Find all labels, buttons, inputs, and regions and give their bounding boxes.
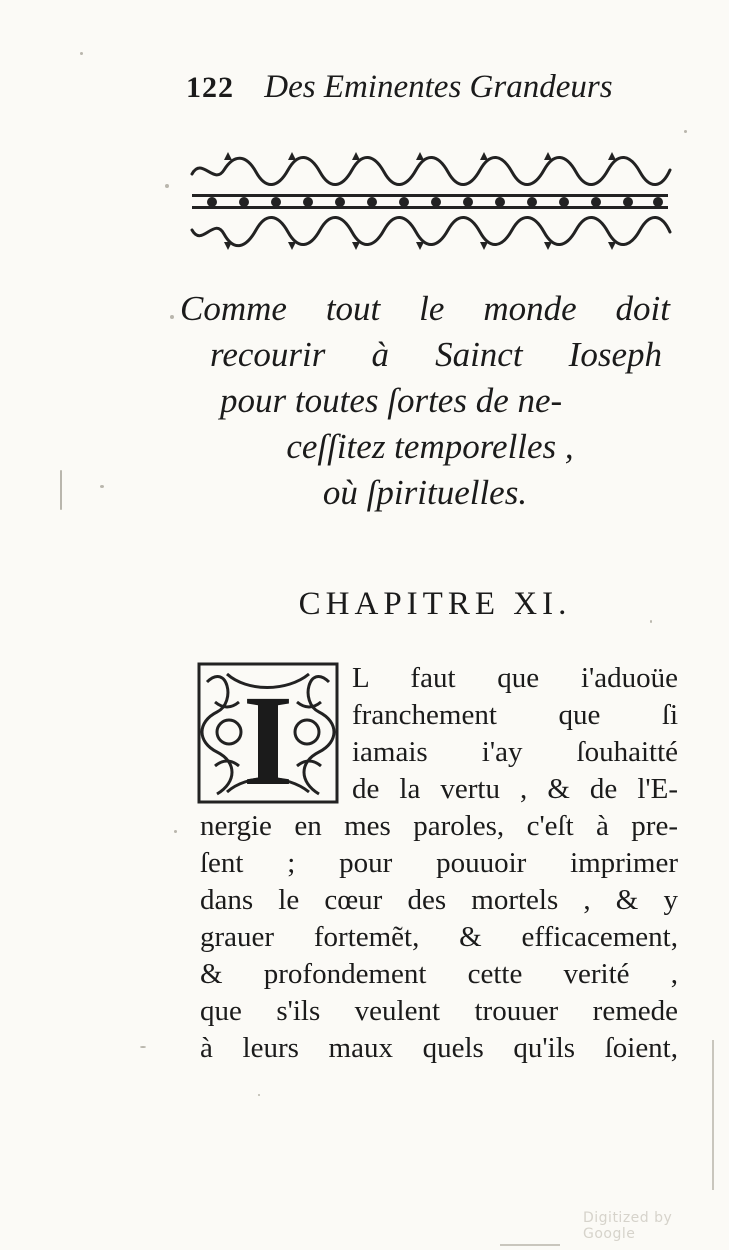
decorative-headpiece xyxy=(188,150,672,252)
running-title: Des Eminentes Grandeurs xyxy=(264,69,613,105)
text-line: iamais i'ay ſouhaitté xyxy=(352,736,678,768)
chapter-heading: CHAPITRE XI. xyxy=(298,586,572,622)
text-line: franchement que ſi xyxy=(352,699,678,731)
text-line: & profondement cette verité , xyxy=(200,958,678,990)
drop-cap-letter: I xyxy=(242,669,294,804)
title-line: recourir à Sainct Ioseph xyxy=(210,335,662,374)
title-line: ceſſitez temporelles , xyxy=(286,427,574,466)
text-line: nergie en mes paroles, c'eſt à pre- xyxy=(200,810,678,842)
page-edge-line xyxy=(712,1040,714,1190)
text-line: à leurs maux quels qu'ils ſoient, xyxy=(200,1032,678,1064)
running-header xyxy=(186,64,636,110)
title-line: où ſpirituelles. xyxy=(322,473,528,512)
bottom-rule xyxy=(500,1244,560,1246)
text-line: de la vertu , & de l'E- xyxy=(352,773,678,805)
text-line: dans le cœur des mortels , & y xyxy=(200,884,678,916)
title-line: Comme tout le monde doit xyxy=(180,289,670,328)
page-number: 122 xyxy=(186,71,234,104)
text-line: L faut que i'aduoüe xyxy=(352,662,678,694)
watermark: Digitized by Google xyxy=(583,1210,673,1242)
text-line: grauer fortemẽt, & efficacement, xyxy=(200,921,678,953)
title-line: pour toutes ſortes de ne- xyxy=(220,381,563,420)
text-line: que s'ils veulent trouuer remede xyxy=(200,995,678,1027)
text-line: ſent ; pour pouuoir imprimer xyxy=(200,847,678,879)
body-paragraph xyxy=(200,660,678,1067)
chapter-title xyxy=(180,286,670,516)
